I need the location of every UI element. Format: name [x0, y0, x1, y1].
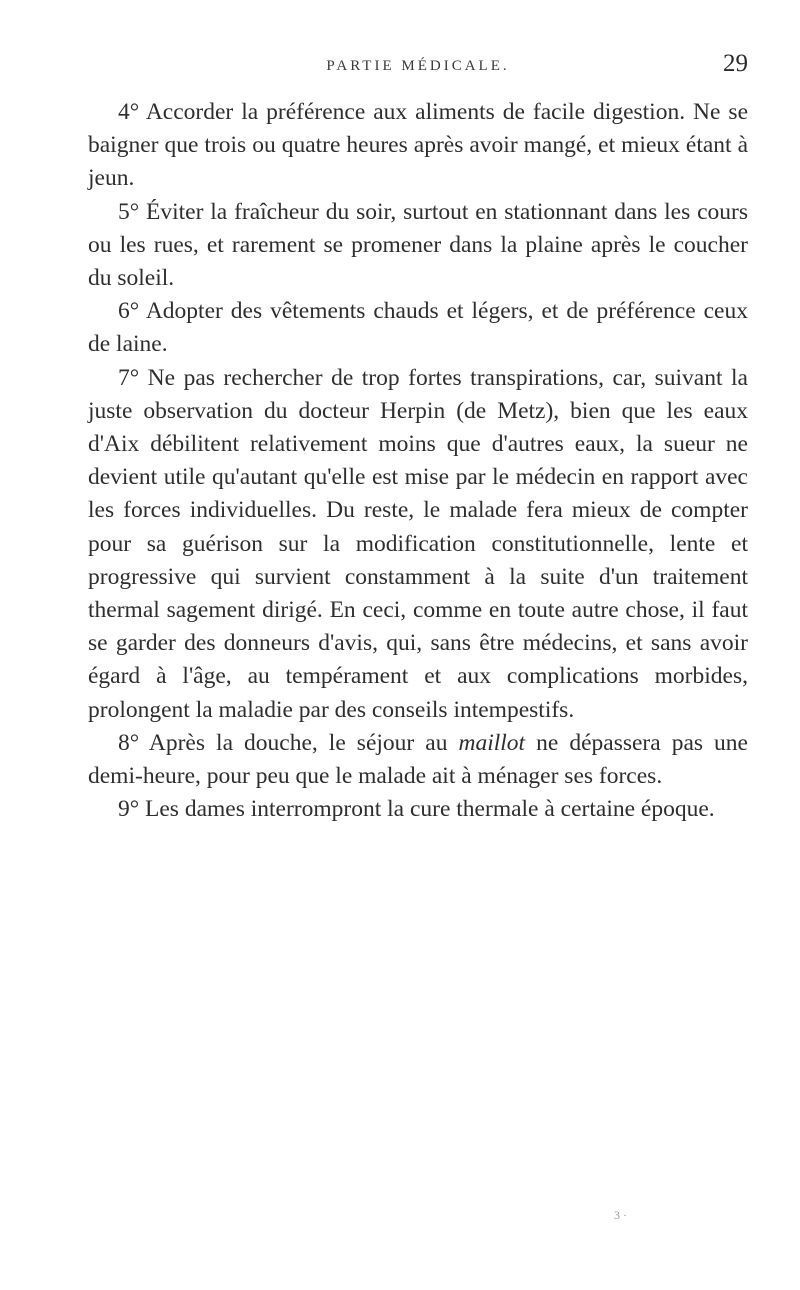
- paragraph-6: 6° Adopter des vêtements chauds et légers, et de préférence ceux de laine.: [88, 298, 748, 358]
- paragraph-7: 7° Ne pas rechercher de trop fortes transpirations, car, suivant la juste observation du docteur Herpin (de Metz), bien que les eaux d'Aix débilitent relativement moins que d'autres eaux, la sueur ne devient utile qu'autant qu'elle est mise par le médecin en rapport avec les forces individuelles. Du reste, le malade fera mieux de compter pour sa guérison sur la modification constitutionnelle, lente et progressive qui survient constamment à la suite d'un traitement thermal sagement dirigé. En ceci, comme en toute autre chose, il faut se garder des donneurs d'avis, qui, sans être médecins, et sans avoir égard à l'âge, au tempérament et aux complications morbides, prolongent la maladie par des conseils intempestifs.: [88, 364, 748, 723]
- body-text: [88, 96, 748, 826]
- paragraph-8-after: ne dépassera pas une demi-heure, pour peu que le malade ait à ménager ses forces.: [88, 729, 748, 790]
- paragraph-8-before: 8° Après la douche, le séjour au: [118, 729, 459, 756]
- paragraph-8-italic-term: maillot: [458, 729, 526, 756]
- paragraph-5: 5° Éviter la fraîcheur du soir, surtout en stationnant dans les cours ou les rues, et rarement se promener dans la plaine après le coucher du soleil.: [88, 198, 748, 292]
- running-head: PARTIE MÉDICALE.: [326, 58, 510, 74]
- page-number: 29: [723, 50, 748, 77]
- paragraph-4: 4° Accorder la préférence aux aliments de facile digestion. Ne se baigner que trois ou quatre heures après avoir mangé, et mieux étant à jeun.: [88, 99, 748, 192]
- page-header: [88, 50, 748, 84]
- paragraph-9: 9° Les dames interrompront la cure thermale à certaine époque.: [118, 796, 715, 823]
- paragraph-8: [88, 727, 748, 793]
- signature-mark: 3 ·: [614, 1208, 627, 1222]
